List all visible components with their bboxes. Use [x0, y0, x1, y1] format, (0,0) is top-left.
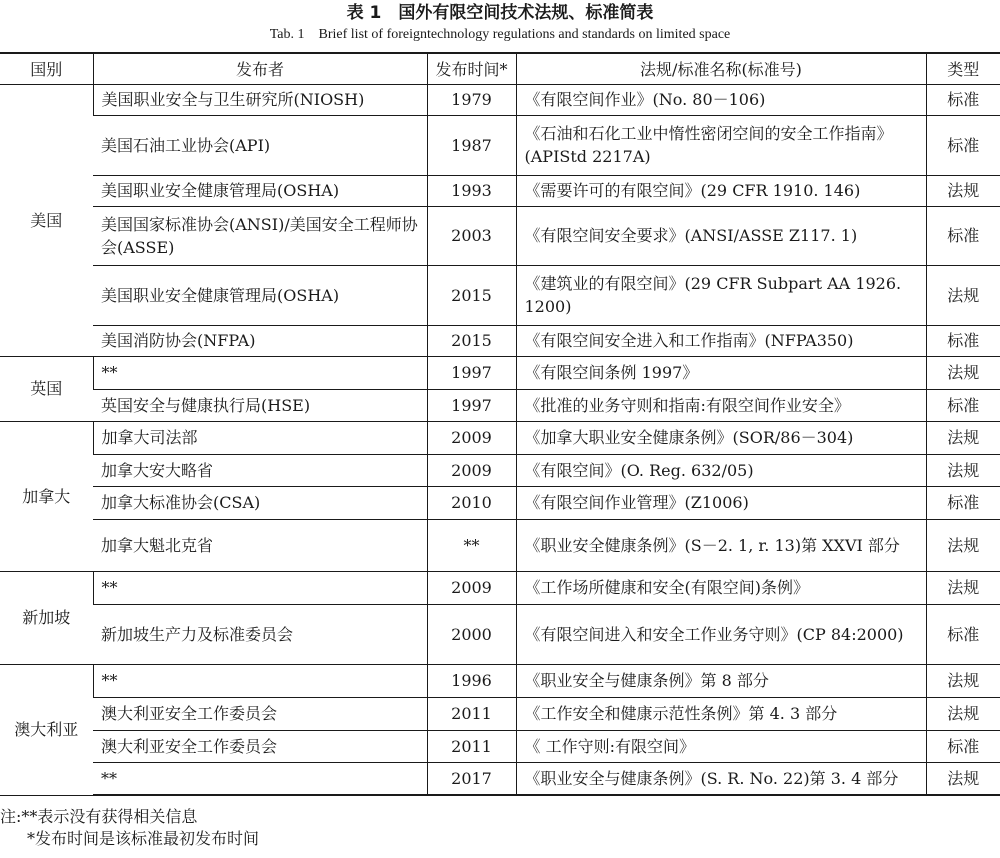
header-name: 法规/标准名称(标准号) — [516, 53, 926, 84]
table-row — [0, 389, 1000, 421]
year-cell: 1993 — [427, 175, 516, 206]
year-cell: 2000 — [427, 604, 516, 664]
name-cell: 《 工作守则:有限空间》 — [516, 730, 926, 762]
country-cell: 美国 — [0, 84, 93, 356]
publisher-cell: 美国职业安全健康管理局(OSHA) — [93, 265, 427, 325]
table-header — [0, 53, 1000, 84]
country-cell: 澳大利亚 — [0, 664, 93, 795]
table-title-chinese: 表 1 国外有限空间技术法规、标准简表 — [346, 3, 654, 23]
name-cell: 《有限空间条例 1997》 — [516, 356, 926, 389]
publisher-cell: 加拿大标准协会(CSA) — [93, 486, 427, 519]
country-cell: 英国 — [0, 356, 93, 421]
year-cell: 2010 — [427, 486, 516, 519]
table-row — [0, 604, 1000, 664]
type-cell: 标准 — [926, 84, 1000, 115]
year-cell: 1997 — [427, 389, 516, 421]
name-cell: 《工作场所健康和安全(有限空间)条例》 — [516, 571, 926, 604]
type-cell: 法规 — [926, 421, 1000, 454]
table-row — [0, 84, 1000, 115]
publisher-cell: 加拿大司法部 — [93, 421, 427, 454]
table-row — [0, 325, 1000, 356]
publisher-cell: 美国石油工业协会(API) — [93, 115, 427, 175]
note-missing-info: 注:**表示没有获得相关信息 — [0, 807, 198, 826]
name-cell: 《职业安全健康条例》(S－2. 1, r. 13)第 XXVI 部分 — [516, 519, 926, 571]
regulations-table — [0, 52, 1000, 796]
year-cell: 1996 — [427, 664, 516, 697]
table-row — [0, 571, 1000, 604]
type-cell: 法规 — [926, 664, 1000, 697]
publisher-cell: 美国国家标准协会(ANSI)/美国安全工程师协会(ASSE) — [93, 206, 427, 265]
name-cell: 《有限空间安全进入和工作指南》(NFPA350) — [516, 325, 926, 356]
name-cell: 《有限空间安全要求》(ANSI/ASSE Z117. 1) — [516, 206, 926, 265]
name-cell: 《石油和石化工业中惰性密闭空间的安全工作指南》(APIStd 2217A) — [516, 115, 926, 175]
name-cell: 《加拿大职业安全健康条例》(SOR/86－304) — [516, 421, 926, 454]
type-cell: 法规 — [926, 356, 1000, 389]
country-cell: 新加坡 — [0, 571, 93, 664]
table-row — [0, 730, 1000, 762]
publisher-cell: 加拿大安大略省 — [93, 454, 427, 486]
name-cell: 《有限空间作业》(No. 80－106) — [516, 84, 926, 115]
year-cell: 1987 — [427, 115, 516, 175]
type-cell: 法规 — [926, 454, 1000, 486]
type-cell: 法规 — [926, 175, 1000, 206]
note-publish-time: *发布时间是该标准最初发布时间 — [27, 829, 260, 848]
publisher-cell: ** — [93, 762, 427, 795]
header-type: 类型 — [926, 53, 1000, 84]
table-row — [0, 175, 1000, 206]
year-cell: 1997 — [427, 356, 516, 389]
publisher-cell: 澳大利亚安全工作委员会 — [93, 730, 427, 762]
publisher-cell: 加拿大魁北克省 — [93, 519, 427, 571]
type-cell: 法规 — [926, 697, 1000, 730]
name-cell: 《职业安全与健康条例》(S. R. No. 22)第 3. 4 部分 — [516, 762, 926, 795]
table-body — [0, 84, 1000, 795]
year-cell: 2009 — [427, 454, 516, 486]
year-cell: 2015 — [427, 325, 516, 356]
table-row — [0, 762, 1000, 795]
type-cell: 法规 — [926, 762, 1000, 795]
name-cell: 《有限空间作业管理》(Z1006) — [516, 486, 926, 519]
name-cell: 《工作安全和健康示范性条例》第 4. 3 部分 — [516, 697, 926, 730]
table-row — [0, 486, 1000, 519]
table-row — [0, 265, 1000, 325]
table-row — [0, 206, 1000, 265]
year-cell: 2011 — [427, 697, 516, 730]
publisher-cell: ** — [93, 356, 427, 389]
table-title-english: Tab. 1 Brief list of foreigntechnology regulations and standards on limited space — [269, 27, 731, 42]
country-cell: 加拿大 — [0, 421, 93, 571]
type-cell: 法规 — [926, 265, 1000, 325]
publisher-cell: ** — [93, 571, 427, 604]
table-row — [0, 421, 1000, 454]
year-cell: 2011 — [427, 730, 516, 762]
name-cell: 《有限空间》(O. Reg. 632/05) — [516, 454, 926, 486]
type-cell: 法规 — [926, 519, 1000, 571]
publisher-cell: 美国消防协会(NFPA) — [93, 325, 427, 356]
name-cell: 《需要许可的有限空间》(29 CFR 1910. 146) — [516, 175, 926, 206]
year-cell: 2015 — [427, 265, 516, 325]
table-row — [0, 519, 1000, 571]
type-cell: 标准 — [926, 389, 1000, 421]
table-row — [0, 356, 1000, 389]
header-row — [0, 53, 1000, 84]
type-cell: 法规 — [926, 571, 1000, 604]
year-cell: ** — [427, 519, 516, 571]
name-cell: 《批准的业务守则和指南:有限空间作业安全》 — [516, 389, 926, 421]
publisher-cell: 英国安全与健康执行局(HSE) — [93, 389, 427, 421]
year-cell: 1979 — [427, 84, 516, 115]
type-cell: 标准 — [926, 604, 1000, 664]
year-cell: 2009 — [427, 421, 516, 454]
type-cell: 标准 — [926, 206, 1000, 265]
type-cell: 标准 — [926, 486, 1000, 519]
header-publisher: 发布者 — [93, 53, 427, 84]
year-cell: 2017 — [427, 762, 516, 795]
header-year: 发布时间* — [427, 53, 516, 84]
table-row — [0, 664, 1000, 697]
publisher-cell: 美国职业安全与卫生研究所(NIOSH) — [93, 84, 427, 115]
publisher-cell: 澳大利亚安全工作委员会 — [93, 697, 427, 730]
type-cell: 标准 — [926, 115, 1000, 175]
publisher-cell: 美国职业安全健康管理局(OSHA) — [93, 175, 427, 206]
type-cell: 标准 — [926, 325, 1000, 356]
year-cell: 2009 — [427, 571, 516, 604]
table-row — [0, 454, 1000, 486]
header-country: 国别 — [0, 53, 93, 84]
type-cell: 标准 — [926, 730, 1000, 762]
table-notes — [0, 806, 1000, 850]
year-cell: 2003 — [427, 206, 516, 265]
publisher-cell: ** — [93, 664, 427, 697]
table-row — [0, 697, 1000, 730]
name-cell: 《职业安全与健康条例》第 8 部分 — [516, 664, 926, 697]
publisher-cell: 新加坡生产力及标准委员会 — [93, 604, 427, 664]
name-cell: 《有限空间进入和安全工作业务守则》(CP 84:2000) — [516, 604, 926, 664]
name-cell: 《建筑业的有限空间》(29 CFR Subpart AA 1926. 1200) — [516, 265, 926, 325]
table-row — [0, 115, 1000, 175]
